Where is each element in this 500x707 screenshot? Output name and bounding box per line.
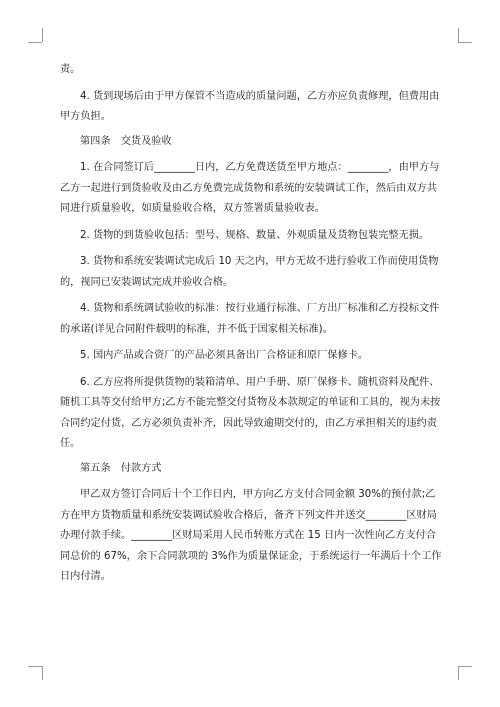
article-heading (60, 459, 442, 480)
text-line: 日内付清。 (60, 571, 111, 582)
text-line: 同进行质量验收，如质量验收合格，双方签署质量验收表。 (60, 203, 325, 214)
paragraph-item (60, 158, 442, 220)
text-line: 同总价的 67%，余下合同款项的 3%作为质量保证金，于系统运行一年满后十个工作 (60, 550, 442, 562)
paragraph-continuation (60, 60, 442, 81)
document-body (60, 60, 442, 588)
text-line: 2. 货物的到货验收包括：型号、规格、数量、外观质量及货物包装完整无损。 (80, 229, 430, 241)
paragraph-item (60, 373, 442, 455)
paragraph-item (60, 252, 442, 293)
heading-text: 第四条 交货及验收 (80, 135, 172, 147)
paragraph-item (60, 226, 442, 247)
text-line: 乙方一起进行到货验收及由乙方免费完成货物和系统的安装调试工作，然后由双方共 (60, 182, 437, 194)
text-line: 的承诺(详见合同附件载明的标准，并不低于国家相关标准)。 (60, 323, 333, 335)
text-line: 方在甲方货物质量和系统安装调试验收合格后，备齐下列文件并送交________区财局 (60, 509, 437, 521)
text-line: 6. 乙方应将所提供货物的装箱清单、用户手册、原厂保修卡、随机资料及配件、 (80, 376, 440, 388)
text-line: 1. 在合同签订后________日内，乙方免费送货至甲方地点：________，由甲方与 (80, 162, 440, 173)
article-heading (60, 132, 442, 153)
paragraph-item (60, 346, 442, 367)
crop-mark-top-left-v (42, 28, 43, 42)
crop-mark-top-right-v (458, 28, 459, 42)
text-line: 责。 (60, 64, 81, 75)
crop-mark-bottom-right-v (458, 666, 459, 680)
text-line: 的，视同已安装调试完成并验收合格。 (60, 276, 234, 288)
crop-mark-top-right-h (458, 42, 472, 43)
text-line: 3. 货物和系统安装调试完成后 10 天之内，甲方无故不进行验收工作而使用货物 (80, 256, 439, 267)
text-line: 4. 货物和系统调试验收的标准：按行业通行标准、厂方出厂标准和乙方投标文件 (80, 303, 440, 314)
crop-mark-top-left-h (28, 42, 42, 43)
crop-mark-bottom-right-h (458, 666, 472, 667)
text-line: 任。 (60, 438, 81, 449)
text-line: 甲乙双方签订合同后十个工作日内，甲方向乙方支付合同金额 30%的预付款;乙 (80, 489, 436, 500)
paragraph-item (60, 485, 442, 588)
text-line: 办理付款手续。________区财局采用人民币转账方式在 15 日内一次性向乙方支付合 (60, 530, 436, 541)
crop-mark-bottom-left-v (42, 666, 43, 680)
heading-text: 第五条 付款方式 (80, 462, 162, 474)
text-line: 合同约定付货，乙方必须负责补齐，因此导致逾期交付的，由乙方承担相关的违约责 (60, 417, 437, 429)
paragraph-item (60, 87, 442, 128)
text-line: 随机工具等交付给甲方;乙方不能完整交付货物及本款规定的单证和工具的，视为未按 (60, 397, 441, 408)
text-line: 5. 国内产品或合资厂的产品必须具备出厂合格证和原厂保修卡。 (80, 350, 369, 361)
text-line: 甲方负担。 (60, 111, 111, 122)
text-line: 4. 货到现场后由于甲方保管不当造成的质量问题，乙方亦应负责修理，但费用由 (80, 90, 440, 102)
crop-mark-bottom-left-h (28, 666, 42, 667)
paragraph-item (60, 299, 442, 340)
